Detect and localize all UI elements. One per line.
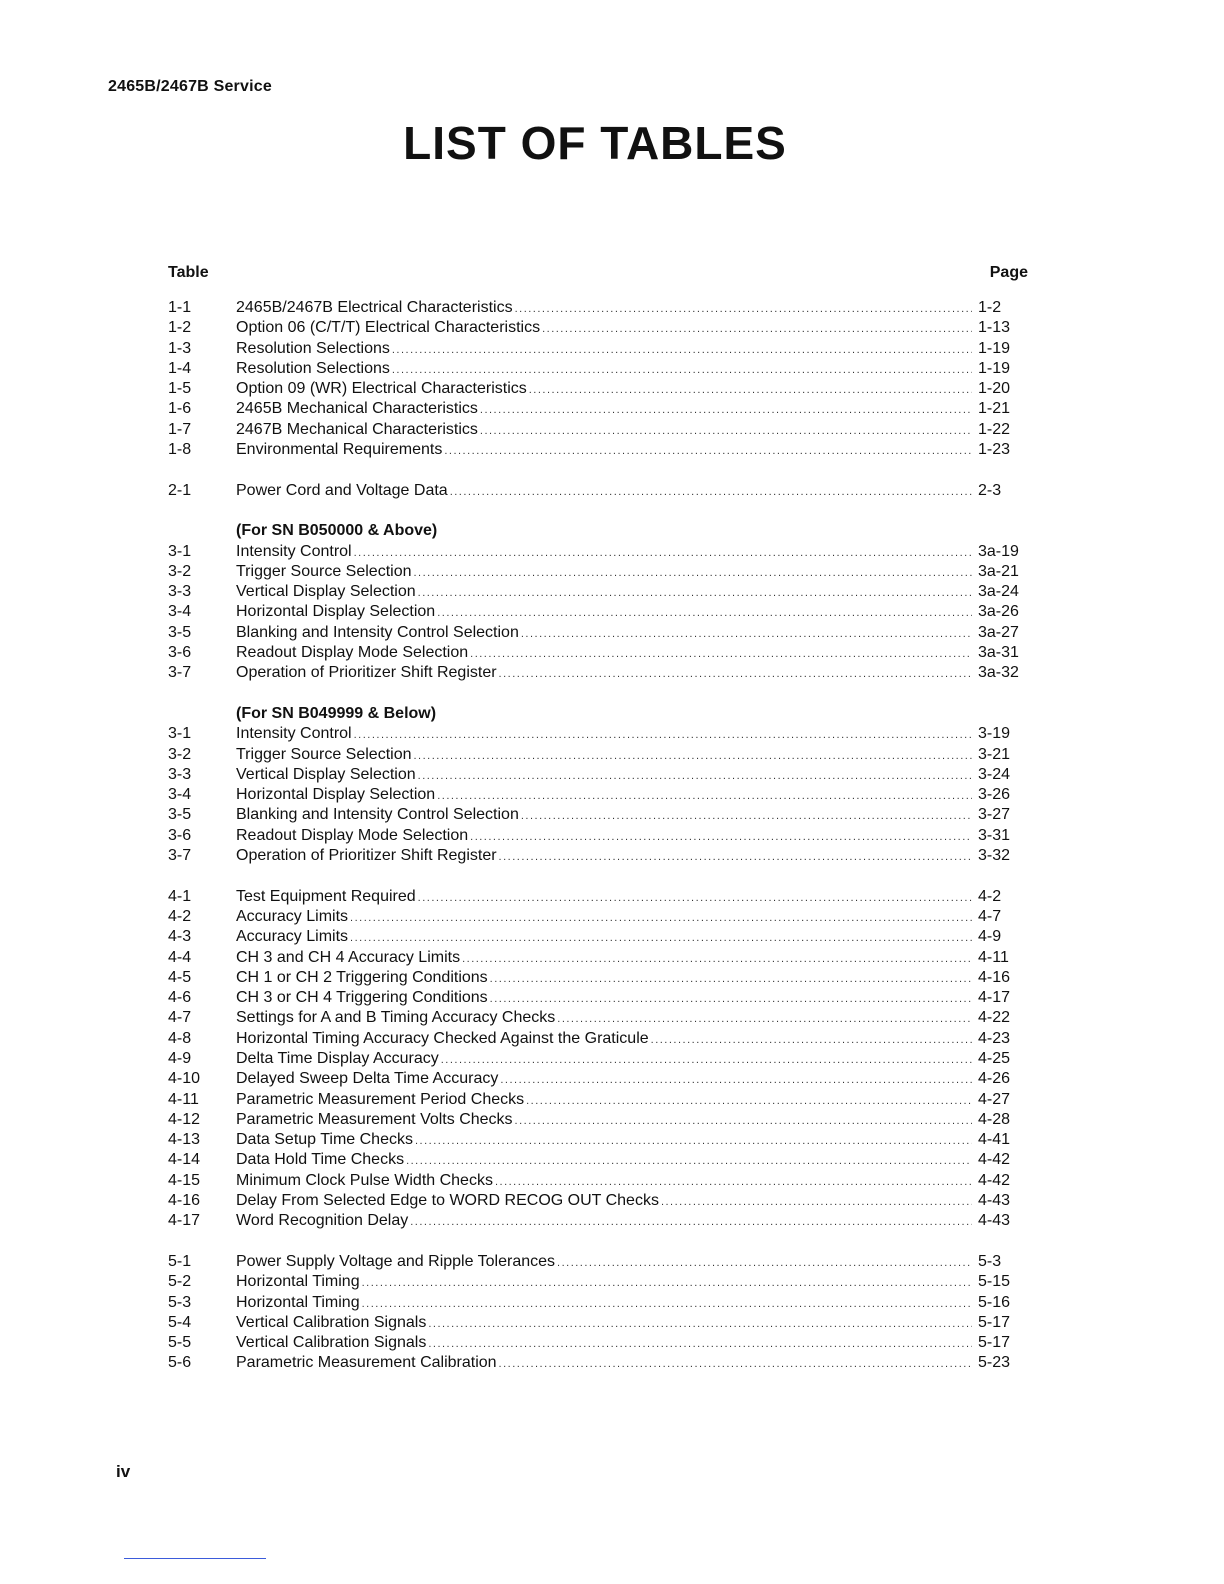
dot-leader	[557, 1253, 972, 1273]
toc-row[interactable]	[168, 948, 1034, 968]
page-reference: 4-25	[978, 1049, 1011, 1067]
page-heading: LIST OF TABLES	[403, 117, 787, 169]
toc-row[interactable]	[168, 420, 1034, 440]
table-title: Parametric Measurement Period Checks	[236, 1090, 525, 1108]
dot-leader	[515, 299, 972, 319]
page-reference: 4-42	[978, 1151, 1011, 1169]
table-title: Option 09 (WR) Electrical Characteristics	[236, 380, 527, 398]
table-title: Delta Time Display Accuracy	[236, 1049, 439, 1067]
table-number: 3-7	[168, 664, 192, 682]
table-number: 3-6	[168, 644, 192, 662]
document-header-title: 2465B/2467B Service	[108, 78, 272, 95]
table-title: Power Supply Voltage and Ripple Tolerances	[236, 1252, 556, 1270]
table-number: 4-12	[168, 1110, 201, 1128]
toc-row[interactable]	[168, 745, 1034, 765]
table-title: Horizontal Display Selection	[236, 603, 436, 621]
table-title: Intensity Control	[236, 725, 352, 743]
toc-row[interactable]	[168, 968, 1034, 988]
dot-leader	[480, 421, 972, 441]
page-reference: 3-27	[978, 806, 1011, 824]
dot-leader	[521, 806, 972, 826]
table-number: 3-2	[168, 562, 192, 580]
toc-row[interactable]	[168, 1130, 1034, 1150]
table-number: 3-1	[168, 542, 192, 560]
table-title: Parametric Measurement Calibration	[236, 1354, 497, 1372]
dot-leader	[529, 380, 972, 400]
table-title: Horizontal Timing	[236, 1273, 360, 1291]
dot-leader	[542, 319, 972, 339]
toc-row[interactable]	[168, 1353, 1034, 1373]
toc-row[interactable]	[168, 582, 1034, 602]
page-reference: 3a-21	[978, 562, 1019, 580]
page-reference: 3-31	[978, 826, 1011, 844]
toc-row[interactable]	[168, 1293, 1034, 1313]
toc-row[interactable]	[168, 399, 1034, 419]
table-number: 5-3	[168, 1293, 192, 1311]
page-reference: 1-19	[978, 359, 1011, 377]
page-reference: 3-26	[978, 786, 1011, 804]
page-reference: 4-41	[978, 1131, 1011, 1149]
toc-row[interactable]	[168, 298, 1034, 318]
page-reference: 5-23	[978, 1354, 1011, 1372]
table-number: 5-1	[168, 1252, 192, 1270]
page-reference: 4-7	[978, 907, 1002, 925]
toc-subheading: (For SN B049999 & Below)	[236, 704, 437, 722]
toc-row[interactable]	[168, 339, 1034, 359]
toc-group	[168, 704, 1034, 866]
dot-leader	[490, 969, 972, 989]
table-number: 4-5	[168, 968, 192, 986]
page-reference: 3-24	[978, 765, 1011, 783]
table-number: 4-3	[168, 928, 192, 946]
page-reference: 5-15	[978, 1273, 1011, 1291]
table-number: 3-4	[168, 603, 192, 621]
table-title: Word Recognition Delay	[236, 1212, 409, 1230]
toc-row[interactable]	[168, 846, 1034, 866]
dot-leader	[350, 928, 972, 948]
table-title: CH 1 or CH 2 Triggering Conditions	[236, 968, 488, 986]
table-number: 4-7	[168, 1009, 192, 1027]
page-reference: 4-23	[978, 1029, 1011, 1047]
dot-leader	[499, 847, 972, 867]
toc-row[interactable]	[168, 927, 1034, 947]
table-title: Delayed Sweep Delta Time Accuracy	[236, 1070, 499, 1088]
table-number: 1-6	[168, 400, 192, 418]
toc-row[interactable]	[168, 724, 1034, 744]
dot-leader	[499, 1354, 972, 1374]
page-reference: 5-3	[978, 1252, 1002, 1270]
table-title: Environmental Requirements	[236, 441, 443, 459]
dot-leader	[437, 786, 972, 806]
table-title: Resolution Selections	[236, 359, 390, 377]
column-headers	[168, 264, 1028, 286]
dot-leader	[418, 888, 972, 908]
toc-row[interactable]	[168, 805, 1034, 825]
toc-group	[168, 298, 1034, 460]
table-column-label: Table	[168, 264, 209, 281]
table-number: 4-15	[168, 1171, 201, 1189]
dot-leader	[354, 725, 972, 745]
toc-row[interactable]	[168, 643, 1034, 663]
table-title: Resolution Selections	[236, 339, 390, 357]
toc-row[interactable]	[168, 1090, 1034, 1110]
dot-leader	[500, 1070, 972, 1090]
page-reference: 4-22	[978, 1009, 1011, 1027]
table-title: Delay From Selected Edge to WORD RECOG OUT Checks	[236, 1192, 659, 1210]
table-number: 3-5	[168, 806, 192, 824]
table-number: 4-11	[168, 1090, 199, 1108]
table-number: 1-1	[168, 299, 192, 316]
table-title: Blanking and Intensity Control Selection	[236, 806, 519, 824]
page-reference: 3-19	[978, 725, 1011, 743]
dot-leader	[437, 603, 972, 623]
dot-leader	[557, 1009, 972, 1029]
dot-leader	[661, 1192, 972, 1212]
table-title: Vertical Display Selection	[236, 765, 416, 783]
page-reference: 4-42	[978, 1171, 1011, 1189]
dot-leader	[526, 1091, 972, 1111]
table-number: 3-3	[168, 765, 192, 783]
page-reference: 4-28	[978, 1110, 1011, 1128]
page-reference: 4-17	[978, 989, 1011, 1007]
toc-row[interactable]	[168, 1150, 1034, 1170]
table-title: CH 3 or CH 4 Triggering Conditions	[236, 989, 488, 1007]
table-title: Operation of Prioritizer Shift Register	[236, 847, 497, 865]
page-reference: 4-43	[978, 1192, 1011, 1210]
page-reference: 4-2	[978, 887, 1002, 905]
table-number: 2-1	[168, 481, 192, 499]
toc-row[interactable]	[168, 602, 1034, 622]
toc-row[interactable]	[168, 785, 1034, 805]
page-reference: 1-20	[978, 380, 1011, 398]
page-reference: 1-23	[978, 441, 1011, 459]
table-title: Accuracy Limits	[236, 907, 349, 925]
toc-row[interactable]	[168, 988, 1034, 1008]
toc-row[interactable]	[168, 623, 1034, 643]
table-number: 3-1	[168, 725, 192, 743]
table-number: 3-6	[168, 826, 192, 844]
table-number: 4-16	[168, 1192, 201, 1210]
table-title: Blanking and Intensity Control Selection	[236, 623, 519, 641]
page-reference: 4-27	[978, 1090, 1011, 1108]
toc-row[interactable]	[168, 765, 1034, 785]
toc-row[interactable]	[168, 562, 1034, 582]
page-reference: 3a-31	[978, 644, 1019, 662]
table-number: 3-4	[168, 786, 192, 804]
bottom-rule-divider	[124, 1558, 266, 1559]
page-reference: 5-16	[978, 1293, 1011, 1311]
table-title: Accuracy Limits	[236, 928, 349, 946]
page-reference: 1-19	[978, 339, 1011, 357]
table-number: 5-5	[168, 1334, 192, 1352]
toc-row[interactable]	[168, 359, 1034, 379]
page-reference: 3a-19	[978, 542, 1019, 560]
table-number: 4-4	[168, 948, 192, 966]
toc-row[interactable]	[168, 440, 1034, 460]
dot-leader	[499, 664, 972, 684]
dot-leader	[470, 644, 972, 664]
page-reference: 3-32	[978, 847, 1011, 865]
table-title: Horizontal Timing	[236, 1293, 360, 1311]
dot-leader	[362, 1294, 972, 1314]
toc-group	[168, 1252, 1034, 1374]
dot-leader	[354, 543, 972, 563]
table-title: 2467B Mechanical Characteristics	[236, 420, 478, 438]
dot-leader	[392, 340, 972, 360]
dot-leader	[515, 1111, 972, 1131]
table-number: 4-1	[168, 887, 192, 905]
dot-leader	[362, 1273, 972, 1293]
dot-leader	[495, 1172, 972, 1192]
toc-row[interactable]	[168, 1069, 1034, 1089]
dot-leader	[418, 766, 972, 786]
page-reference: 4-43	[978, 1212, 1011, 1230]
dot-leader	[414, 563, 973, 583]
page-reference: 4-9	[978, 928, 1002, 946]
list-of-tables	[168, 298, 1034, 1374]
toc-row[interactable]	[168, 1171, 1034, 1191]
table-title: Readout Display Mode Selection	[236, 826, 469, 844]
page-reference: 3-21	[978, 745, 1011, 763]
toc-row[interactable]	[168, 1333, 1034, 1353]
table-number: 3-7	[168, 847, 192, 865]
dot-leader	[490, 989, 972, 1009]
toc-row[interactable]	[168, 379, 1034, 399]
toc-row[interactable]	[168, 1313, 1034, 1333]
table-title: Settings for A and B Timing Accuracy Checks	[236, 1009, 556, 1027]
toc-row[interactable]	[168, 1191, 1034, 1211]
table-number: 4-13	[168, 1131, 201, 1149]
table-number: 1-5	[168, 380, 192, 398]
toc-group	[168, 481, 1034, 501]
toc-row[interactable]	[168, 826, 1034, 846]
table-number: 4-10	[168, 1070, 201, 1088]
toc-row[interactable]	[168, 1029, 1034, 1049]
table-number: 4-9	[168, 1049, 192, 1067]
table-title: CH 3 and CH 4 Accuracy Limits	[236, 948, 461, 966]
toc-row[interactable]	[168, 1211, 1034, 1231]
table-title: 2465B Mechanical Characteristics	[236, 400, 478, 418]
dot-leader	[392, 360, 972, 380]
page-reference: 1-2	[978, 299, 1002, 316]
dot-leader	[462, 949, 972, 969]
page-reference: 3a-32	[978, 664, 1019, 682]
table-number: 4-17	[168, 1212, 201, 1230]
dot-leader	[470, 827, 972, 847]
table-title: Vertical Calibration Signals	[236, 1313, 427, 1331]
page-reference: 3a-26	[978, 603, 1019, 621]
table-number: 1-8	[168, 441, 192, 459]
table-number: 4-2	[168, 907, 192, 925]
page-reference: 1-22	[978, 420, 1011, 438]
toc-row[interactable]	[168, 481, 1034, 501]
table-title: Operation of Prioritizer Shift Register	[236, 664, 497, 682]
table-title: Power Cord and Voltage Data	[236, 481, 448, 499]
table-number: 4-14	[168, 1151, 201, 1169]
table-title: Option 06 (C/T/T) Electrical Characteristics	[236, 319, 541, 337]
table-number: 1-4	[168, 359, 192, 377]
toc-row[interactable]	[168, 1272, 1034, 1292]
table-number: 4-8	[168, 1029, 192, 1047]
toc-group	[168, 887, 1034, 1232]
table-number: 1-3	[168, 339, 192, 357]
table-title: Vertical Calibration Signals	[236, 1334, 427, 1352]
dot-leader	[444, 441, 972, 461]
toc-row[interactable]	[168, 663, 1034, 683]
dot-leader	[418, 583, 972, 603]
dot-leader	[414, 746, 973, 766]
toc-row[interactable]	[168, 1049, 1034, 1069]
page-reference: 1-21	[978, 400, 1011, 418]
table-number: 1-7	[168, 420, 192, 438]
table-title: Horizontal Display Selection	[236, 786, 436, 804]
dot-leader	[428, 1334, 972, 1354]
table-number: 1-2	[168, 319, 192, 337]
page-reference: 5-17	[978, 1313, 1011, 1331]
dot-leader	[450, 482, 972, 502]
table-number: 3-3	[168, 583, 192, 601]
dot-leader	[410, 1212, 972, 1232]
page-reference: 4-11	[978, 948, 1009, 966]
page-reference: 5-17	[978, 1334, 1011, 1352]
table-title: Parametric Measurement Volts Checks	[236, 1110, 513, 1128]
toc-row[interactable]	[168, 318, 1034, 338]
table-title: Trigger Source Selection	[236, 745, 412, 763]
dot-leader	[406, 1151, 972, 1171]
page-reference: 4-26	[978, 1070, 1011, 1088]
table-title: Data Setup Time Checks	[236, 1131, 413, 1149]
dot-leader	[441, 1050, 972, 1070]
dot-leader	[480, 400, 972, 420]
toc-group	[168, 521, 1034, 683]
table-title: Horizontal Timing Accuracy Checked Against the Graticule	[236, 1029, 649, 1047]
toc-row[interactable]	[168, 542, 1034, 562]
page-number: iv	[116, 1462, 131, 1481]
table-title: Readout Display Mode Selection	[236, 644, 469, 662]
toc-row[interactable]	[168, 907, 1034, 927]
page-reference: 3a-27	[978, 623, 1019, 641]
table-title: Minimum Clock Pulse Width Checks	[236, 1171, 493, 1189]
dot-leader	[651, 1030, 972, 1050]
page-reference: 1-13	[978, 319, 1011, 337]
table-title: 2465B/2467B Electrical Characteristics	[236, 299, 513, 316]
toc-row[interactable]	[168, 887, 1034, 907]
dot-leader	[350, 908, 972, 928]
toc-subheading: (For SN B050000 & Above)	[236, 522, 438, 540]
table-title: Test Equipment Required	[236, 887, 416, 905]
table-title: Trigger Source Selection	[236, 562, 412, 580]
table-number: 3-5	[168, 623, 192, 641]
table-title: Data Hold Time Checks	[236, 1151, 405, 1169]
page-reference: 2-3	[978, 481, 1002, 499]
table-number: 5-4	[168, 1313, 192, 1331]
table-number: 3-2	[168, 745, 192, 763]
dot-leader	[521, 624, 972, 644]
toc-row[interactable]	[168, 1252, 1034, 1272]
table-number: 5-2	[168, 1273, 192, 1291]
page-column-label: Page	[989, 264, 1028, 281]
toc-row[interactable]	[168, 1110, 1034, 1130]
toc-row[interactable]	[168, 1008, 1034, 1028]
table-title: Intensity Control	[236, 542, 352, 560]
page-reference: 3a-24	[978, 583, 1019, 601]
dot-leader	[428, 1314, 972, 1334]
table-title: Vertical Display Selection	[236, 583, 416, 601]
dot-leader	[415, 1131, 972, 1151]
page-reference: 4-16	[978, 968, 1011, 986]
table-number: 4-6	[168, 989, 192, 1007]
table-number: 5-6	[168, 1354, 192, 1372]
